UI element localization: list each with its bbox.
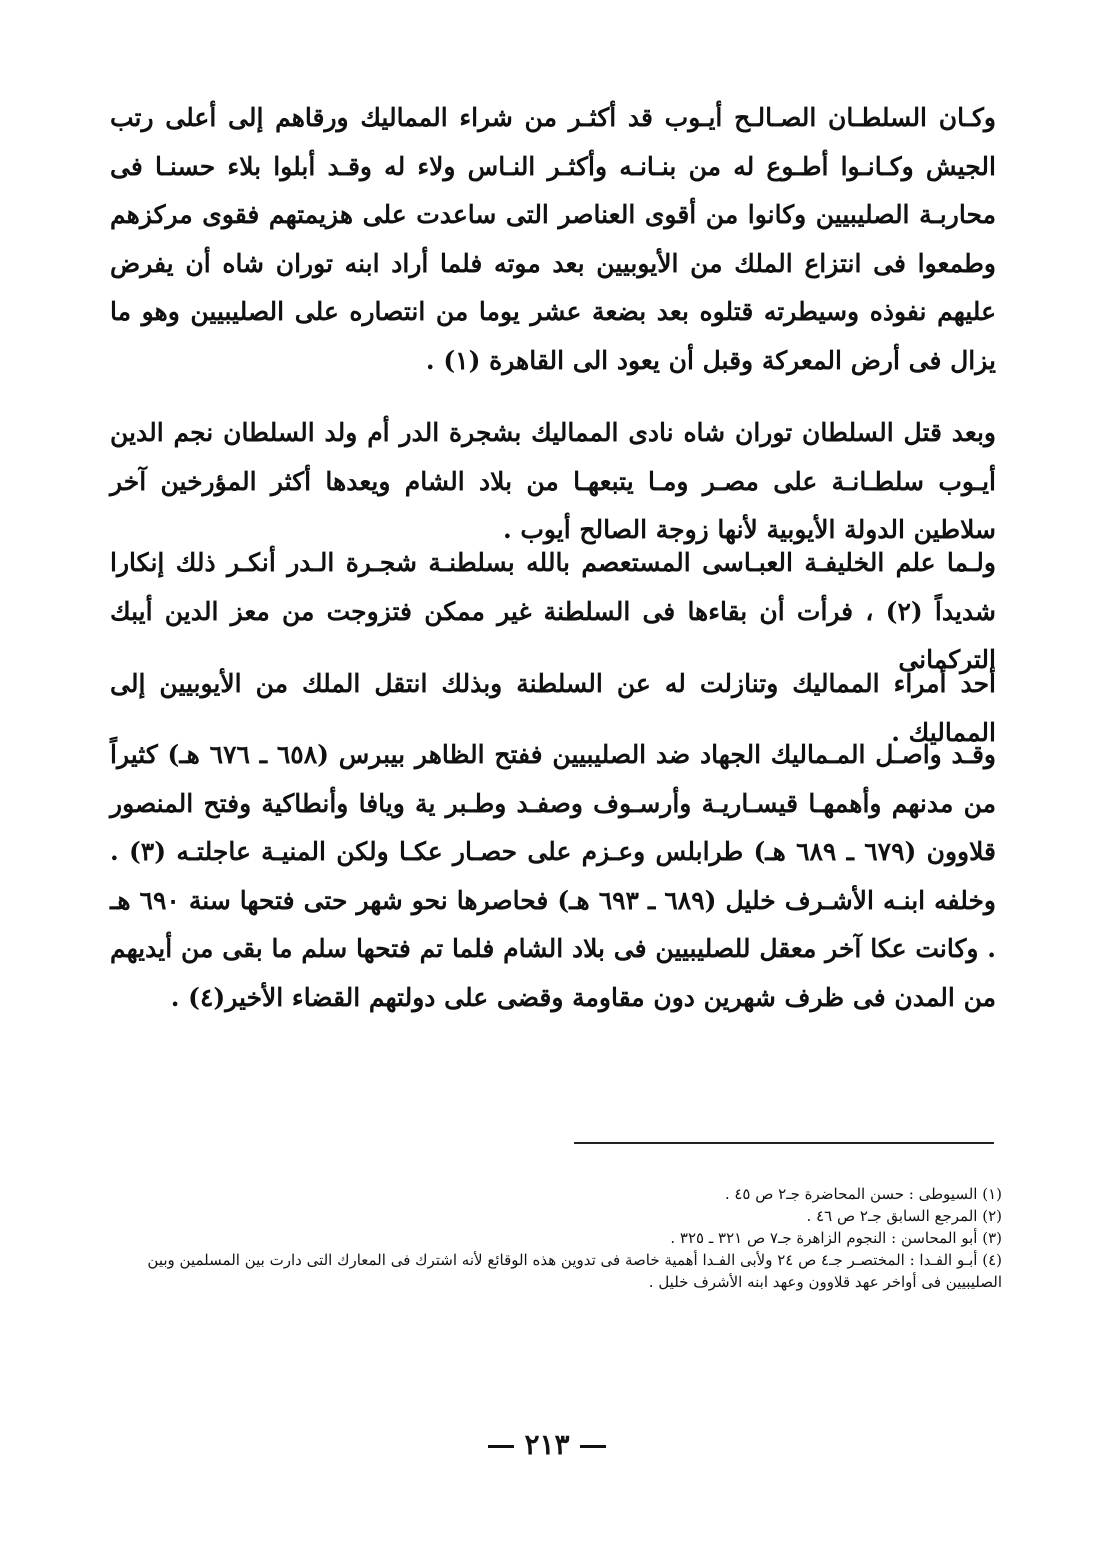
footnote-separator [574,1142,994,1144]
dash-right [488,1445,514,1448]
paragraph-text: وبعد قتل السلطان توران شاه نادى المماليك بشجرة الدر أم ولد السلطان نجم الدين أيـوب سلطـانـة على مصـر ومـا يتبعهـا من بلاد الشام ويعدها أكثر المؤرخين آخر سلاطين الدولة الأيوبية لأنها زوجة الصالح أيوب . [110,418,996,544]
paragraph-5 [110,731,996,1022]
paragraph-text: وقـد واصـل المـماليك الجهاد ضد الصليبيين ففتح الظاهر بيبرس (٦٥٨ ـ ٦٧٦ هـ) كثيراً من مدنهم وأهمهـا قيسـاريـة وأرسـوف وصفـد وطـبر ية ويافا وأنطاكية وفتح المنصور قلاوون (٦٧٩ ـ ٦٨٩ هـ) طرابلس وعـزم على حصـار عكـا ولكن المنيـة عاجلتـه (٣) . وخلفه ابنـه الأشـرف خليل (٦٨٩ ـ ٦٩٣ هـ) فحاصرها نحو شهر حتى فتحها سنة ٦٩٠ هـ . وكانت عكا آخر معقل للصليبيين فى بلاد الشام فلما تم فتحها سلم ما بقى من أيديهم من المدن فى ظرف شهرين دون مقاومة وقضى على دولتهم القضاء الأخير(٤) . [110,740,996,1012]
paragraph-2 [110,409,996,555]
paragraph-1 [110,94,996,385]
paragraph-text: أحد أمراء المماليك وتنازلت له عن السلطنة وبذلك انتقل الملك من الأيوبيين إلى المماليك . [110,669,996,747]
dash-left [580,1445,606,1448]
paragraph-text: ولـما علم الخليفـة العبـاسى المستعصم بالله بسلطنـة شجـرة الـدر أنكـر ذلك إنكارا شديداً (٢) ، فرأت أن بقاءها فى السلطنة غير ممكن فتزوجت من معز الدين أيبك التركمانى [110,548,996,674]
paragraph-text: وكـان السلطـان الصـالـح أيـوب قد أكثـر من شراء المماليك ورقاهم إلى أعلى رتب الجيش وكـانـوا أطـوع له من بنـانـه وأكثـر النـاس ولاء له وقـد أبلوا بلاء حسنـا فى محاربـة الصليبيين وكانوا من أقوى العناصر التى ساعدت على هزيمتهم فقوى مركزهم وطمعوا فى انتزاع الملك من الأيوبيين بعد موته فلما أراد ابنه توران شاه أن يفرض عليهم نفوذه وسيطرته قتلوه بعد بضعة عشر يوما من انتصاره على الصليبيين وهو ما يزال فى أرض المعركة وقبل أن يعود الى القاهرة (١) . [110,103,996,375]
footnote-2: (٢) المرجع السابق جـ٢ ص ٤٦ . [806,1207,1002,1225]
footnote-1: (١) السيوطى : حسن المحاضرة جـ٢ ص ٤٥ . [724,1185,1002,1203]
footnote-3: (٣) أبو المحاسن : النجوم الزاهرة جـ٧ ص ٣٢١ ـ ٣٢٥ . [670,1229,1002,1247]
page-number-block [0,1428,1094,1461]
footnotes [108,1183,1002,1293]
footnote-4: (٤) أبـو الفـدا : المختصـر جـ٤ ص ٢٤ ولأبى الفـدا أهمية خاصة فى تدوين هذه الوقائع لأنه اشترك فى المعارك التى دارت بين المسلمين وبين الصليبيين فى أواخر عهد قلاوون وعهد ابنه الأشرف خليل . [147,1251,1002,1291]
page-number: ٢١٣ [524,1428,570,1461]
